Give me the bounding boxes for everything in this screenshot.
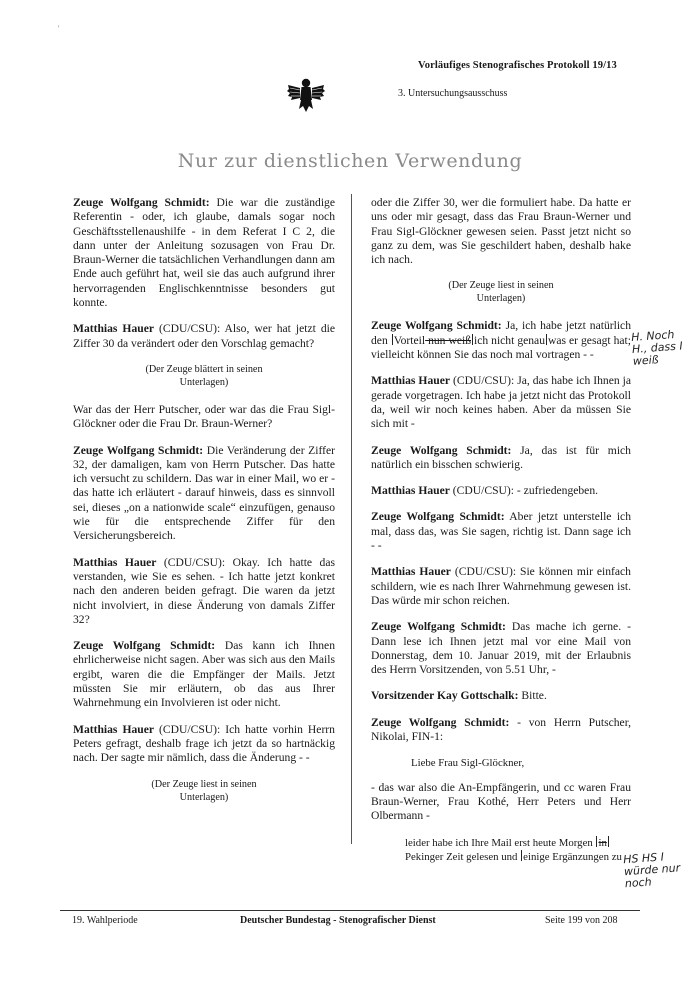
edited-word: Pekinger	[405, 851, 444, 863]
footer-service: Deutscher Bundestag - Stenografischer Dienst	[240, 915, 436, 926]
quote-text: Zeit gelesen und	[443, 851, 521, 863]
paragraph-text: - von Herrn Putscher, Nikolai, FIN-1:	[371, 715, 631, 744]
handwritten-note: HS HS I würde nur noch	[622, 850, 681, 891]
paragraph-text: - zufriedengeben.	[514, 484, 599, 498]
paragraph	[371, 484, 631, 498]
corner-mark: '	[58, 24, 60, 33]
paragraph: War das der Herr Putscher, oder war das die Frau Sigl-Glöckner oder die Frau Dr. Braun-Werner?	[73, 402, 335, 431]
speaker-name: Zeuge Wolfgang Schmidt:	[371, 620, 506, 634]
left-column	[73, 196, 335, 818]
speaker-party: (CDU/CSU):	[154, 322, 221, 336]
paragraph	[371, 620, 631, 677]
speaker-name: Zeuge Wolfgang Schmidt:	[73, 196, 210, 209]
edit-mark	[472, 334, 473, 345]
edit-mark	[392, 334, 393, 345]
speaker-name: Zeuge Wolfgang Schmidt:	[73, 639, 216, 653]
paragraph	[371, 565, 631, 608]
federal-eagle-icon	[286, 76, 326, 114]
right-column	[371, 196, 631, 865]
edit-mark	[608, 836, 609, 847]
confidential-stamp: Nur zur dienstlichen Verwendung	[177, 150, 523, 172]
stage-direction: (Der Zeuge liest in seinen Unterlagen)	[151, 778, 257, 803]
handwritten-note: H. Noch H., dass I weiß	[630, 327, 684, 368]
paragraph	[371, 716, 631, 745]
paragraph-text: Ja, ich habe jetzt natürlich den	[371, 319, 631, 347]
speaker-name: Zeuge Wolfgang Schmidt:	[371, 319, 502, 333]
paragraph	[371, 444, 631, 473]
footer-period: 19. Wahlperiode	[72, 915, 138, 926]
paragraph	[73, 639, 335, 710]
speaker-name: Matthias Hauer	[73, 555, 157, 569]
speaker-party: (CDU/CSU):	[450, 565, 517, 579]
paragraph-text: Bitte.	[518, 689, 547, 703]
stage-direction: (Der Zeuge blättert in seinen Unterlagen)	[145, 363, 263, 388]
speaker-name: Vorsitzender Kay Gottschalk:	[371, 689, 519, 703]
committee-name: 3. Untersuchungsausschuss	[398, 88, 508, 99]
paragraph	[73, 444, 335, 544]
struck-text: nun weiß	[425, 333, 471, 347]
paragraph-text: Ich hatte vorhin Herrn Peters gefragt, deshalb frage ich jetzt da so hartnäckig nach. Der sagte mir nämlich, dass die Änderung - -	[73, 722, 335, 765]
edit-mark	[546, 334, 547, 345]
speaker-party: (CDU/CSU):	[450, 374, 515, 388]
paragraph	[371, 689, 631, 703]
paragraph-text: Okay. Ich hatte das verstanden, wie Sie es sehen. - Ich hatte jetzt konkret nach den anderen beiden gefragt. Die waren da jetzt nicht involviert, in diese Änderung von damals Ziffer 32?	[73, 555, 335, 626]
paragraph-text: Das kann ich Ihnen ehrlicherweise nicht sagen. Aber was sich aus den Mails ergibt, waren die die Empfänger der Mails. Jetzt müssten Sie mir erläutern, ob das aus Ihrer Wahrnehmung ein Involvieren ist oder nicht.	[73, 639, 335, 710]
paragraph	[73, 556, 335, 627]
footer-rule	[60, 910, 640, 911]
paragraph	[371, 374, 631, 431]
paragraph-text: Aber jetzt unterstelle ich mal, dass das, was Sie sagen, richtig ist. Dann sage ich - -	[371, 510, 631, 553]
speaker-name: Zeuge Wolfgang Schmidt:	[371, 715, 510, 729]
paragraph-text: Die war die zuständige Referentin - oder, ich glaube, damals sogar noch Geschäftsstellenaushilfe - in dem Referat I C 2, die dann unter der Anleitung sozusagen von Frau Dr. Braun-Werner die tatsächlichen Verhandlungen dann am Ende auch geführt hat, weil sie das auch aufgrund ihrer hervorragenden Englischkenntnisse besonders gut konnte.	[73, 196, 335, 310]
paragraph-with-edits	[371, 319, 631, 362]
paragraph: oder die Ziffer 30, wer die formuliert habe. Da hatte er uns oder mir gesagt, dass das Frau Braun-Werner und Frau Sigl-Glöckner gewesen seien. Passt jetzt nicht so ganz zu dem, was Sie geschildert haben, deshalb hake ich nach.	[371, 196, 631, 267]
paragraph	[73, 723, 335, 766]
paragraph	[73, 196, 335, 310]
protocol-title: Vorläufiges Stenografisches Protokoll 19/13	[418, 60, 617, 71]
column-divider	[351, 194, 352, 844]
paragraph-text: Also, wer hat jetzt die Ziffer 30 da verändert oder den Vorschlag gemacht?	[73, 322, 335, 350]
paragraph-text: Sie können mir einfach schildern, wie es nach Ihrer Wahrnehmung gewesen ist. Das würde mir schon reichen.	[371, 565, 631, 607]
speaker-name: Matthias Hauer	[73, 322, 154, 336]
quote-text: leider habe ich Ihre Mail erst heute Morgen	[405, 836, 596, 849]
stage-direction: (Der Zeuge liest in seinen Unterlagen)	[448, 280, 554, 305]
paragraph-text: Die Veränderung der Ziffer 32, der damaligen, kam von Herrn Putscher. Das hatte ich versucht zu schildern. Das war in einer Mail, wo er - das hatte ich erläutert - darauf hinweis, dass es sinnvoll sei, dieses „on a nationwide scale“ einzufügen, genauso wie für die entsprechende Ziffer für den Versicherungsbereich.	[73, 443, 336, 543]
footer-page-number: Seite 199 von 208	[545, 915, 618, 926]
paragraph-text: Ja, das ist für mich natürlich ein bisschen schwierig.	[371, 443, 631, 471]
speaker-name: Matthias Hauer	[371, 374, 450, 388]
letter-salutation: Liebe Frau Sigl-Glöckner,	[411, 757, 525, 770]
speaker-name: Matthias Hauer	[73, 722, 155, 736]
paragraph-text: Das mache ich gerne. - Dann lese ich Ihnen jetzt mal vor eine Mail von Donnerstag, dem 10. Januar 2019, mit der Erlaubnis des Herrn Vorsitzenden, von 5.51 Uhr, -	[371, 620, 631, 677]
paragraph-text: Ja, das habe ich Ihnen ja gerade vorgetragen. Ich habe ja jetzt nicht das Protokoll da, weil wir noch keines haben. Aber da müssen Sie sich mit -	[371, 374, 631, 431]
edit-mark	[521, 850, 522, 861]
struck-text: in	[598, 836, 607, 849]
speaker-name: Zeuge Wolfgang Schmidt:	[371, 510, 505, 524]
speaker-name: Zeuge Wolfgang Schmidt:	[371, 443, 512, 457]
quote-text: einige Ergänzungen zu	[523, 851, 622, 863]
speaker-name: Matthias Hauer	[371, 565, 451, 579]
paragraph-text: ich nicht genau	[474, 333, 545, 347]
speaker-name: Zeuge Wolfgang Schmidt:	[73, 443, 204, 457]
paragraph-text: was er gesagt hat; vielleicht können Sie das noch mal vortragen - -	[371, 333, 631, 362]
speaker-party: (CDU/CSU):	[154, 722, 221, 736]
paragraph	[371, 510, 631, 553]
speaker-party: (CDU/CSU):	[449, 484, 515, 498]
paragraph: - das war also die An-Empfängerin, und cc waren Frau Braun-Werner, Frau Kothé, Herr Peters und Herr Olbermann -	[371, 780, 631, 823]
speaker-party: (CDU/CSU):	[156, 555, 226, 569]
speaker-name: Matthias Hauer	[371, 484, 450, 498]
edited-word: Vorteil	[393, 333, 426, 347]
paragraph	[73, 322, 335, 351]
quoted-mail	[405, 836, 631, 865]
